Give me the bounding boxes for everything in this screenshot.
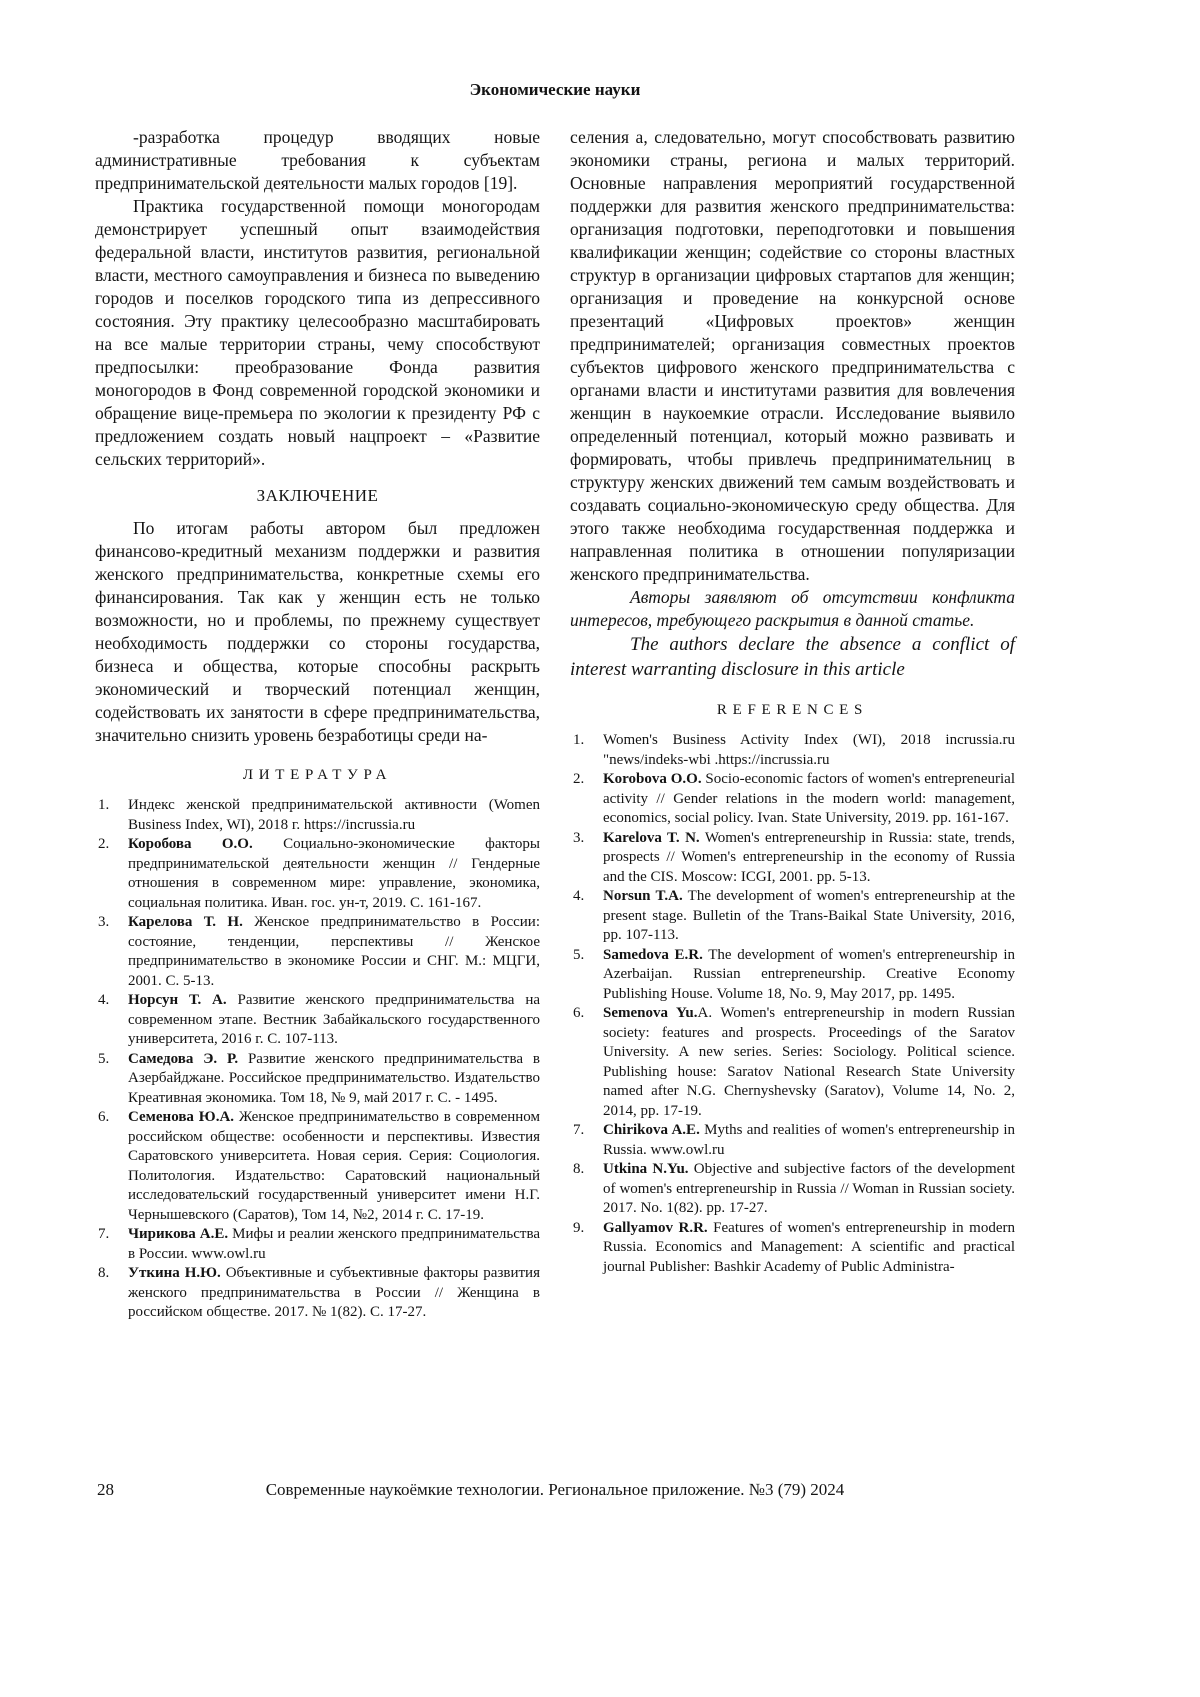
reference-author: Уткина Н.Ю. [128, 1265, 221, 1281]
conflict-declaration-en: The authors declare the absence a conflict of interest warranting disclosure in this article [570, 634, 1015, 680]
reference-number: 9. [573, 1219, 585, 1236]
reference-number: 3. [573, 829, 585, 846]
literature-item [95, 796, 540, 835]
literature-item [95, 1108, 540, 1225]
reference-author: Norsun T.A. [603, 888, 683, 904]
reference-number: 3. [98, 914, 110, 930]
reference-number: 6. [573, 1005, 585, 1021]
reference-author: Коробова О.О. [128, 836, 253, 852]
reference-text: Women's Business Activity Index (WI), 2018 incrussia.ru "news/indeks-wbi .https://incrussia.ru [603, 732, 1015, 768]
two-column-layout [95, 126, 1015, 1323]
page-footer [95, 1480, 1015, 1500]
reference-number: 4. [98, 992, 110, 1008]
body-paragraph: -разработка процедур вводящих новые административные требования к субъектам предпринимательской деятельности малых городов [19]. [95, 127, 540, 193]
reference-text: Женское предпринимательство в современном российском обществе: особенности и перспективы. Известия Саратовского университета. Новая серия. Серия: Социология. Политология. Издательство: Саратовский национальный исследовательский государственный университет имени Н.Г. Чернышевского (Саратов), Том 14, №2, 2014 г. С. 17-19. [128, 1109, 540, 1223]
reference-author: Karelova T. N. [603, 829, 700, 846]
conflict-declaration-ru: Авторы заявляют об отсутствии конфликта интересов, требующего раскрытия в данной статье. [570, 587, 1015, 630]
conclusion-heading: ЗАКЛЮЧЕНИЕ [256, 486, 379, 505]
continuation-paragraph: селения а, следовательно, могут способствовать развитию экономики страны, региона и малых территорий. Основные направления мероприятий государственной поддержки для развития женского предпринимательства: организация подготовки, переподготовки и повышения квалификации женщин; содействие со стороны властных структур в организации цифровых стартапов для женщин; организация и проведение на конкурсной основе презентаций «Цифровых проектов» женщин предпринимателей; организация совместных проектов субъектов цифрового женского предпринимательства с органами власти и институтами развития для вовлечения женщин в наукоемкие отрасли. Исследование выявило определенный потенциал, который можно развивать и формировать, чтобы привлечь предпринимательниц в структуру женских движений тем самым воздействовать и создавать социально-экономическую среду общества. Для этого также необходима государственная поддержка и направленная политика в отношении популяризации женского предпринимательства. [570, 127, 1015, 584]
reference-author: Utkina N.Yu. [603, 1161, 689, 1177]
journal-title-line: Современные наукоёмкие технологии. Региональное приложение. №3 (79) 2024 [265, 1480, 845, 1499]
page-number: 28 [97, 1480, 114, 1499]
reference-author: Chirikova A.E. [603, 1122, 700, 1138]
reference-text: Социально-экономические факторы предпринимательской деятельности женщин // Гендерные отношения в современном мире: управление, экономика, социальная политика. Иван. гос. ун-т, 2019. С. 161-167. [128, 836, 540, 911]
right-column [570, 126, 1015, 1323]
literature-item [95, 835, 540, 913]
reference-number: 6. [98, 1109, 110, 1125]
reference-text: The development of women's entrepreneurship in Azerbaijan. Russian entrepreneurship. Creative Economy Publishing House. Volume 18, No. 9, May 2017, pp. 1495. [603, 946, 1015, 1002]
reference-text: The development of women's entrepreneurship at the present stage. Bulletin of the Trans-Baikal State University, 2016, pp. 107-113. [603, 888, 1015, 943]
reference-text: Features of women's entrepreneurship in modern Russia. Economics and Management: A scientific and practical journal Publisher: Bashkir Academy of Public Administra- [603, 1219, 1015, 1275]
references-list [570, 731, 1015, 1277]
reference-author: Чирикова А.Е. [128, 1226, 229, 1242]
left-column [95, 126, 540, 1323]
reference-number: 4. [573, 888, 585, 904]
reference-text: Женское предпринимательство в России: состояние, тенденции, перспективы // Женское предпринимательство в экономике России и СНГ. М.: МЦГИ, 2001. С. 5-13. [128, 914, 540, 989]
reference-item [570, 887, 1015, 946]
reference-author: Semenova Yu. [603, 1005, 698, 1021]
reference-number: 5. [98, 1050, 110, 1067]
reference-item [570, 946, 1015, 1005]
running-head: Экономические науки [469, 80, 641, 99]
reference-item [570, 770, 1015, 829]
reference-text: Women's entrepreneurship in Russia: state, trends, prospects // Women's entrepreneurship in the economy of Russia and the CIS. Moscow: ICGI, 2001. pp. 5-13. [603, 829, 1015, 885]
reference-item [570, 731, 1015, 770]
reference-author: Korobova O.O. [603, 771, 702, 787]
literature-item [95, 913, 540, 991]
literature-list [95, 796, 540, 1323]
reference-text: Объективные и субъективные факторы развития женского предпринимательства в России // Женщина в российском обществе. 2017. № 1(82). С. 17-27. [128, 1265, 540, 1320]
reference-item [570, 829, 1015, 888]
reference-number: 1. [98, 797, 110, 813]
reference-item [570, 1160, 1015, 1219]
reference-number: 7. [98, 1226, 110, 1242]
reference-number: 7. [573, 1122, 585, 1138]
reference-number: 8. [98, 1265, 110, 1281]
reference-text: Myths and realities of women's entrepreneurship in Russia. www.owl.ru [603, 1122, 1015, 1158]
reference-item [570, 1004, 1015, 1121]
reference-number: 2. [573, 771, 585, 787]
conclusion-paragraph: По итогам работы автором был предложен финансово-кредитный механизм поддержки и развития женского предпринимательства, конкретные схемы его финансирования. Так как у женщин есть не только возможности, но и проблемы, по прежнему существует необходимость поддержки со стороны государства, бизнеса и общества, которые способны раскрыть экономический и творческий потенциал женщин, содействовать их занятости в сфере предпринимательства, значительно снизить уровень безработицы среди на- [95, 518, 540, 745]
reference-author: Samedova E.R. [603, 946, 703, 963]
reference-text: Индекс женской предпринимательской активности (Women Business Index, WI), 2018 г. https://incrussia.ru [128, 797, 540, 833]
reference-text: Objective and subjective factors of the development of women's entrepreneurship in Russia // Woman in Russian society. 2017. No. 1(82). pp. 17-27. [603, 1161, 1016, 1216]
literature-item [95, 1225, 540, 1264]
references-heading: REFERENCES [716, 702, 869, 718]
reference-number: 1. [573, 732, 585, 748]
reference-text: Развитие женского предпринимательства на современном этапе. Вестник Забайкальского государственного университета, 2016 г. С. 107-113. [128, 992, 540, 1047]
reference-number: 8. [573, 1161, 585, 1177]
reference-text: Мифы и реалии женского предпринимательства в России. www.owl.ru [128, 1226, 540, 1262]
reference-text: Socio-economic factors of women's entrepreneurial activity // Gender relations in the modern world: management, economics, social policy. Ivan. State University, 2019. pp. 161-167. [603, 771, 1015, 826]
literature-heading: ЛИТЕРАТУРА [242, 767, 393, 783]
literature-item [95, 1050, 540, 1109]
reference-number: 2. [98, 836, 110, 852]
reference-text: Развитие женского предпринимательства в Азербайджане. Российское предпринимательство. Издательство Креативная экономика. Том 18, № 9, май 2017 г. С. - 1495. [128, 1050, 540, 1106]
reference-author: Самедова Э. Р. [128, 1050, 239, 1067]
reference-item [570, 1219, 1015, 1278]
reference-author: Gallyamov R.R. [603, 1219, 708, 1236]
reference-number: 5. [573, 946, 585, 963]
literature-item [95, 991, 540, 1050]
literature-item [95, 1264, 540, 1323]
reference-author: Семенова Ю.А. [128, 1109, 235, 1125]
body-paragraph: Практика государственной помощи моногородам демонстрирует успешный опыт взаимодействия федеральной власти, институтов развития, региональной власти, местного самоуправления и бизнеса по выведению городов и поселков городского типа из депрессивного состояния. Эту практику целесообразно масштабировать на все малые территории страны, чему способствуют предпосылки: преобразование Фонда развития моногородов в Фонд современной городской экономики и обращение вице-премьера по экологии к президенту РФ с предложением создать новый нацпроект – «Развитие сельских территорий». [95, 196, 540, 469]
reference-author: Норсун Т. А. [128, 992, 227, 1008]
reference-author: Карелова Т. Н. [128, 914, 243, 930]
reference-item [570, 1121, 1015, 1160]
reference-text: A. Women's entrepreneurship in modern Russian society: features and prospects. Proceedings of the Saratov University. A new series. Series: Sociology. Political science. Publishing house: Saratov National Research State University named after N.G. Chernyshevsky (Saratov), Volume 14, No. 2, 2014, pp. 17-19. [603, 1005, 1015, 1119]
